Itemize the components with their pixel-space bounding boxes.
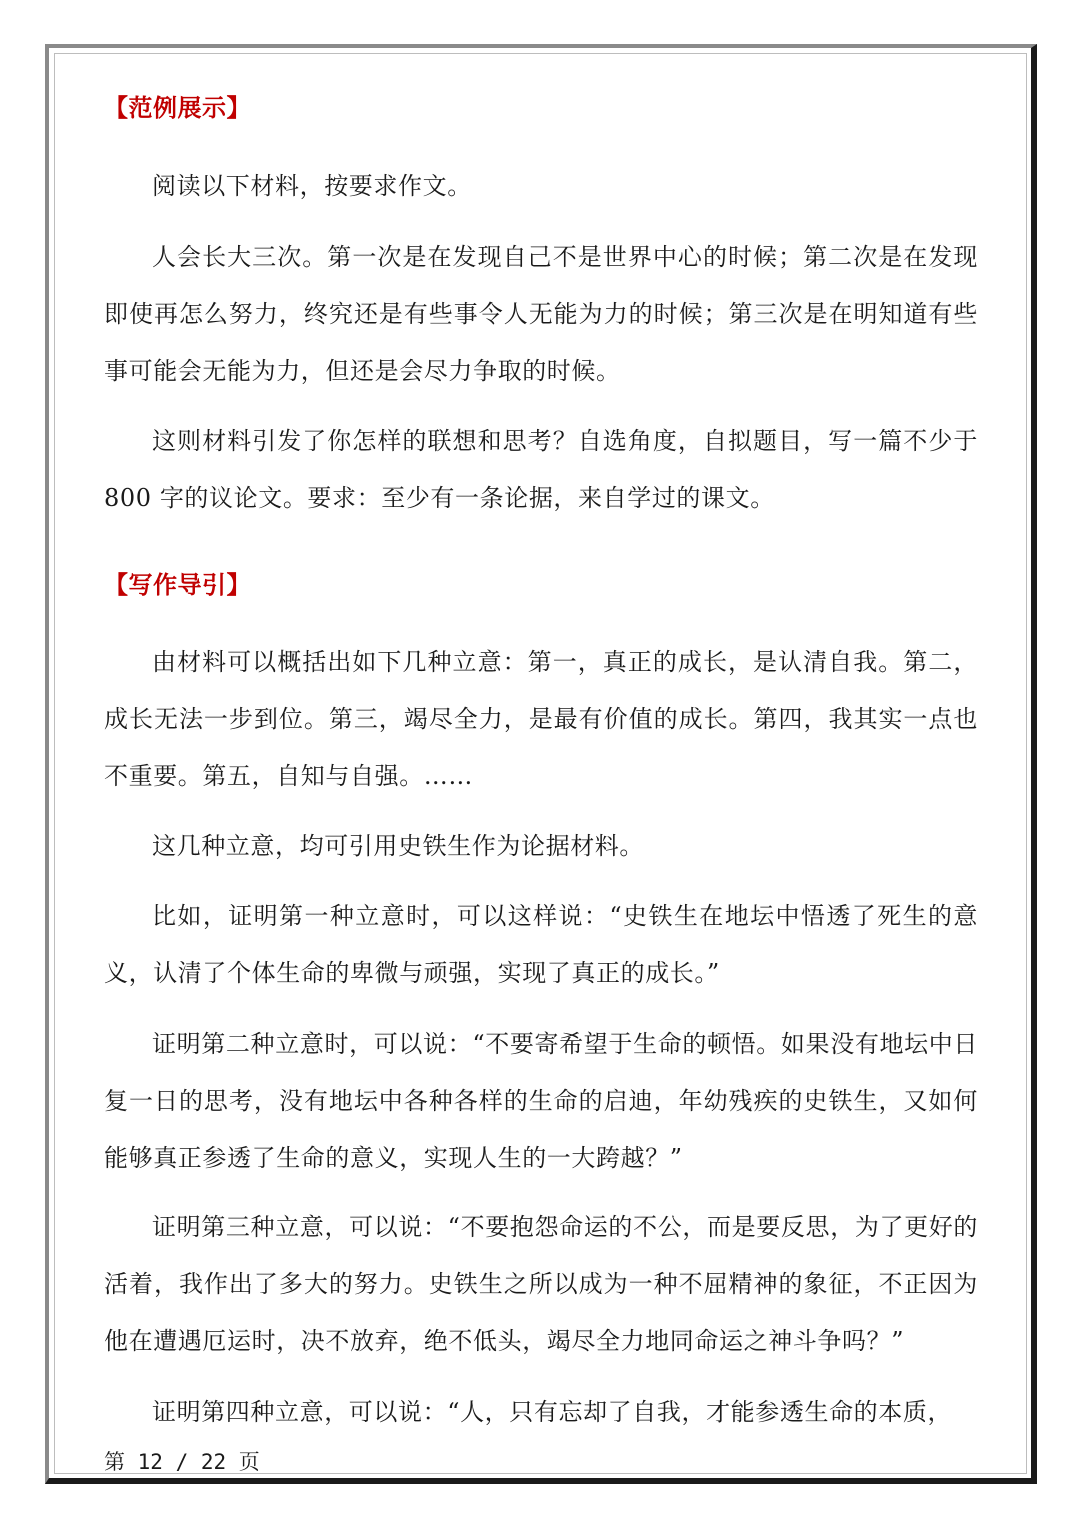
- guide-paragraph-evidence: 这几种立意，均可引用史铁生作为论据材料。: [152, 832, 644, 860]
- example-material: 人会长大三次。第一次是在发现自己不是世界中心的时候；第二次是在发现即使再怎么努力，终究还是有些事令人无能为力的时候；第三次是在明知道有些事可能会无能为力，但还是会尽力争取的时候。: [104, 243, 978, 385]
- guide-paragraph-example-one: 比如，证明第一种立意时，可以这样说：“史铁生在地坛中悟透了死生的意义，认清了个体生命的卑微与顽强，实现了真正的成长。”: [104, 902, 978, 987]
- example-requirements: 这则材料引发了你怎样的联想和思考？自选角度，自拟题目，写一篇不少于 800 字的议论文。要求：至少有一条论据，来自学过的课文。: [104, 427, 978, 512]
- guide-paragraph-themes: 由材料可以概括出如下几种立意：第一，真正的成长，是认清自我。第二，成长无法一步到位。第三，竭尽全力，是最有价值的成长。第四，我其实一点也不重要。第五，自知与自强。……: [104, 648, 978, 790]
- example-instruction: 阅读以下材料，按要求作文。: [152, 172, 472, 200]
- page-number: 第 12 / 22 页: [104, 1450, 260, 1474]
- guide-paragraph-example-four: 证明第四种立意，可以说：“人，只有忘却了自我，才能参透生命的本质，: [152, 1398, 953, 1426]
- guide-paragraph-example-three: 证明第三种立意，可以说：“不要抱怨命运的不公，而是要反思，为了更好的活着，我作出了多大的努力。史铁生之所以成为一种不屈精神的象征，不正因为他在遭遇厄运时，决不放弃，绝不低头，竭尽全力地同命运之神斗争吗？”: [104, 1213, 978, 1355]
- section-heading-example: 【范例展示】: [104, 93, 251, 122]
- section-heading-guide: 【写作导引】: [104, 570, 251, 599]
- guide-paragraph-example-two: 证明第二种立意时，可以说：“不要寄希望于生命的顿悟。如果没有地坛中日复一日的思考，没有地坛中各种各样的生命的启迪，年幼残疾的史铁生，又如何能够真正参透了生命的意义，实现人生的一大跨越？”: [104, 1030, 978, 1172]
